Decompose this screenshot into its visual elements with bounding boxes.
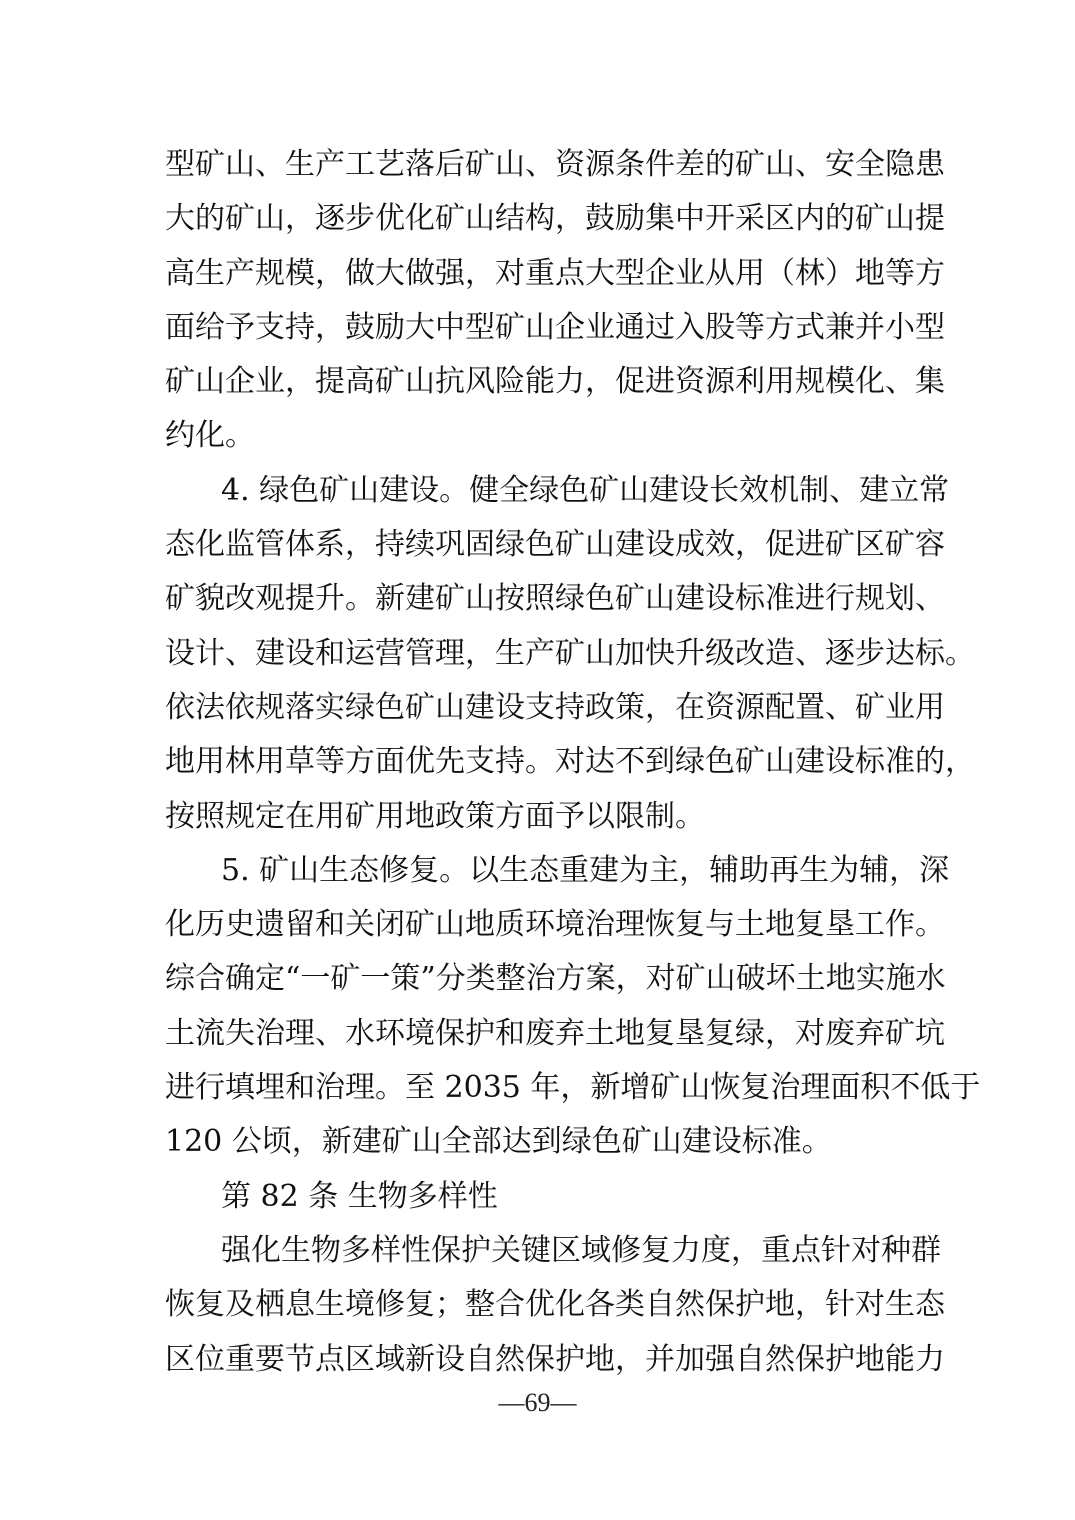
page-number: —69— (498, 1388, 577, 1417)
text-line: 矿山企业，提高矿山抗风险能力，促进资源利用规模化、集 (165, 364, 945, 400)
text-line: 大的矿山，逐步优化矿山结构，鼓励集中开采区内的矿山提 (165, 201, 945, 237)
text-line: 依法依规落实绿色矿山建设支持政策，在资源配置、矿业用 (165, 689, 945, 725)
text-line: 约化。 (165, 418, 255, 454)
document-body (165, 138, 981, 1387)
text-line: 型矿山、生产工艺落后矿山、资源条件差的矿山、安全隐患 (165, 147, 945, 182)
text-line: 120 公顷，新建矿山全部达到绿色矿山建设标准。 (165, 1124, 832, 1160)
text-line: 综合确定“一矿一策”分类整治方案，对矿山破坏土地实施水 (165, 961, 946, 997)
text-line: 高生产规模，做大做强，对重点大型企业从用（林）地等方 (165, 255, 945, 291)
text-line: 按照规定在用矿用地政策方面予以限制。 (165, 798, 705, 834)
text-line: 进行填埋和治理。至 2035 年，新增矿山恢复治理面积不低于 (165, 1070, 981, 1106)
text-line: 矿貌改观提升。新建矿山按照绿色矿山建设标准进行规划、 (165, 581, 945, 617)
text-line: 土流失治理、水环境保护和废弃土地复垦复绿，对废弃矿坑 (165, 1015, 945, 1051)
text-line: 恢复及栖息生境修复；整合优化各类自然保护地，针对生态 (165, 1287, 945, 1323)
text-line: 强化生物多样性保护关键区域修复力度，重点针对种群 (221, 1232, 941, 1268)
text-line: 5. 矿山生态修复。以生态重建为主，辅助再生为辅，深 (221, 852, 950, 888)
text-line: 地用林用草等方面优先支持。对达不到绿色矿山建设标准的， (165, 744, 975, 780)
text-line: 面给予支持，鼓励大中型矿山企业通过入股等方式兼并小型 (165, 309, 945, 345)
text-line: 区位重要节点区域新设自然保护地，并加强自然保护地能力 (165, 1341, 945, 1377)
text-line: 第 82 条 生物多样性 (221, 1178, 498, 1214)
text-line: 4. 绿色矿山建设。健全绿色矿山建设长效机制、建立常 (221, 472, 950, 508)
text-line: 设计、建设和运营管理，生产矿山加快升级改造、逐步达标。 (165, 635, 975, 671)
text-line: 态化监管体系，持续巩固绿色矿山建设成效，促进矿区矿容 (165, 527, 945, 563)
text-line: 化历史遗留和关闭矿山地质环境治理恢复与土地复垦工作。 (165, 907, 945, 943)
